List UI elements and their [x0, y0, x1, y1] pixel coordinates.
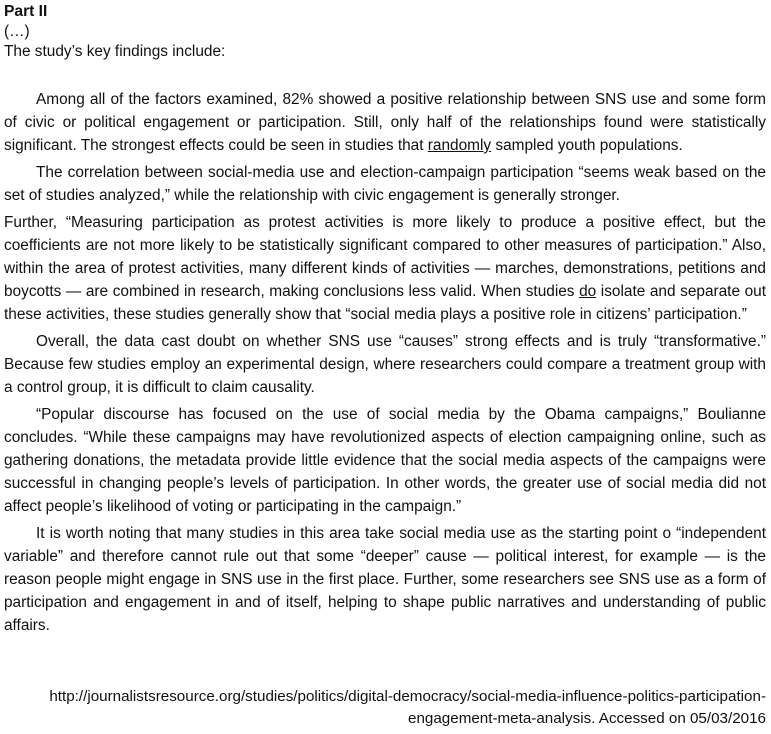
ellipsis-marker: (…) — [4, 23, 30, 40]
document-body — [4, 2, 766, 637]
paragraph-correlation: The correlation between social-media use and election-campaign participation “seems weak based on the set of studies analyzed,” while the relationship with civic engagement is generally stronger. — [4, 164, 766, 204]
section-heading: Part II — [4, 3, 48, 20]
paragraph-causality: Overall, the data cast doubt on whether SNS use “causes” strong effects and is truly “transformative.” Because few studies employ an experimental design, where researchers could compare a treatment group with a control group, it is difficult to claim causality. — [4, 333, 766, 396]
paragraph-protest-text-a: Further, “Measuring participation as protest activities is more likely to produce a positive effect, but the coefficients are not more likely to be statistically significant compared to other measures of participation.” Also, within the area of protest activities, many different kinds of activities — marches, demonstrations, petitions and boycotts — are combined in research, making conclusions less valid. When studies — [4, 214, 766, 300]
paragraph-protest — [4, 211, 766, 326]
source-citation — [4, 686, 766, 730]
intro-line: The study’s key findings include: — [4, 43, 226, 60]
paragraph-findings-text-a: Among all of the factors examined, 82% showed a positive relationship between SNS use and some form of civic or political engagement or participation. Still, only half of the relationships found were statistically significant. The strongest effects could be seen in studies that — [4, 91, 766, 154]
source-url-line-2: engagement-meta-analysis. Accessed on 05/03/2016 — [408, 710, 766, 727]
underlined-word-do: do — [579, 283, 597, 300]
paragraph-findings — [4, 88, 766, 157]
paragraph-obama-quote: “Popular discourse has focused on the use of social media by the Obama campaigns,” Boulianne concludes. “While these campaigns may have revolutionized aspects of election campaigning online, such as gathering donations, the metadata provide little evidence that the social media aspects of the campaigns were successful in changing people’s levels of participation. In other words, the greater use of social media did not affect people’s likelihood of voting or participating in the campaign.” — [4, 406, 766, 515]
paragraph-findings-text-b: sampled youth populations. — [491, 137, 683, 154]
source-url-line-1: http://journalistsresource.org/studies/politics/digital-democracy/social-media-influence-politics-participation- — [49, 688, 766, 705]
paragraph-independent-variable: It is worth noting that many studies in this area take social media use as the starting point o “independent variable” and therefore cannot rule out that some “deeper” cause — political interest, for example — is the reason people might engage in SNS use in the first place. Further, some researchers see SNS use as a form of participation and engagement in and of itself, helping to shape public narratives and understanding of public affairs. — [4, 525, 766, 634]
underlined-word-randomly: randomly — [427, 137, 492, 154]
paragraph-protest-text-b: isolate and separate out these activities, these studies generally show that “social media plays a positive role in citizens’ participation.” — [4, 283, 766, 323]
